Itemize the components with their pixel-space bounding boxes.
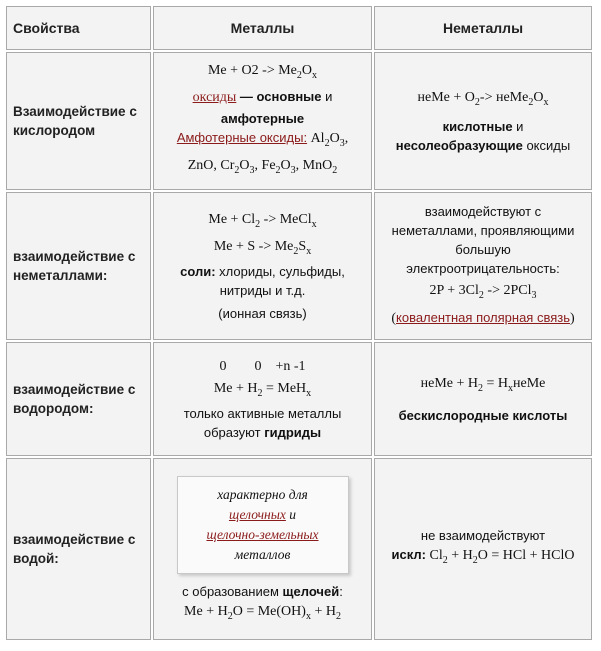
nonmetals-water: не взаимодействуют искл: $Cl_2 + H_2O$ = HCl + HClO: [374, 458, 592, 640]
nonmetals-oxygen-equation: неMe + $O_2->$ $неMe_2O_x$: [417, 89, 549, 108]
metals-oxygen-equation: $Me + O2 -> Me_2O_x$: [207, 63, 317, 82]
label-nonmetals: взаимодействие с неметаллами:: [6, 192, 151, 340]
amphoteric-oxides-link[interactable]: Амфотерные оксиды:: [176, 130, 308, 146]
header-nonmetals: Неметаллы: [374, 6, 592, 50]
metals-nonmetals: $Me + Cl_2$ -> MeCl$_x$ $Me + S -> Me_2S_x$ соли: хлориды, сульфиды, нитриды и т.д. (ионная связь): [153, 192, 372, 340]
note-box: характерно для щелочных и щелочно-земельных металлов: [177, 476, 349, 574]
metals-water: характерно для щелочных и щелочно-земельных металлов с образованием щелочей: $Me + H_2O = Me(OH)_x + H_2$: [153, 458, 372, 640]
row-hydrogen: [6, 342, 592, 456]
label-water: взаимодействие с водой:: [6, 458, 151, 640]
row-oxygen: [6, 52, 592, 190]
amphoteric-oxides-list: ZnO, $Cr_2O_3$, $Fe_2O_3$, MnO$_2$: [187, 157, 338, 176]
covalent-bond-link[interactable]: ковалентная полярная связь: [396, 310, 570, 326]
amphoteric-label: амфотерные: [220, 111, 305, 127]
oxides-link[interactable]: оксиды: [192, 90, 237, 106]
metals-hydrogen: 0 0 +n -1 $Me + H_2 = MeH_x$ только активные металлы образуют гидриды: [153, 342, 372, 456]
alkaline-earth-link[interactable]: щелочно-земельных: [206, 527, 319, 543]
header-properties: Свойства: [6, 6, 151, 50]
nonmetals-nonmetals: взаимодействуют с неметаллами, проявляющими большую электроотрицательность: $2P + 3Cl_2 -> 2PCl_3$ (ковалентная полярная связь): [374, 192, 592, 340]
label-hydrogen: взаимодействие с водородом:: [6, 342, 151, 456]
nonmetals-hydrogen: неMe + $H_2$ = $H_xнеMe$ бескислородные кислоты: [374, 342, 592, 456]
alkali-metals-link[interactable]: щелочных: [228, 507, 286, 523]
row-nonmetals: [6, 192, 592, 340]
metals-oxygen: $Me + O2 -> Me_2O_x$ оксиды — основные и амфотерные Амфотерные оксиды: $Al_2O_3$, ZnO, $Cr_2O_3$, $Fe_2O_3$, MnO$_2$: [153, 52, 372, 190]
header-row: [6, 6, 592, 50]
row-water: [6, 458, 592, 640]
properties-table: [4, 4, 594, 642]
nonmetals-oxygen: неMe + $O_2->$ $неMe_2O_x$ кислотные и несолеобразующие оксиды: [374, 52, 592, 190]
header-metals: Металлы: [153, 6, 372, 50]
label-oxygen: Взаимодействие с кислородом: [6, 52, 151, 190]
